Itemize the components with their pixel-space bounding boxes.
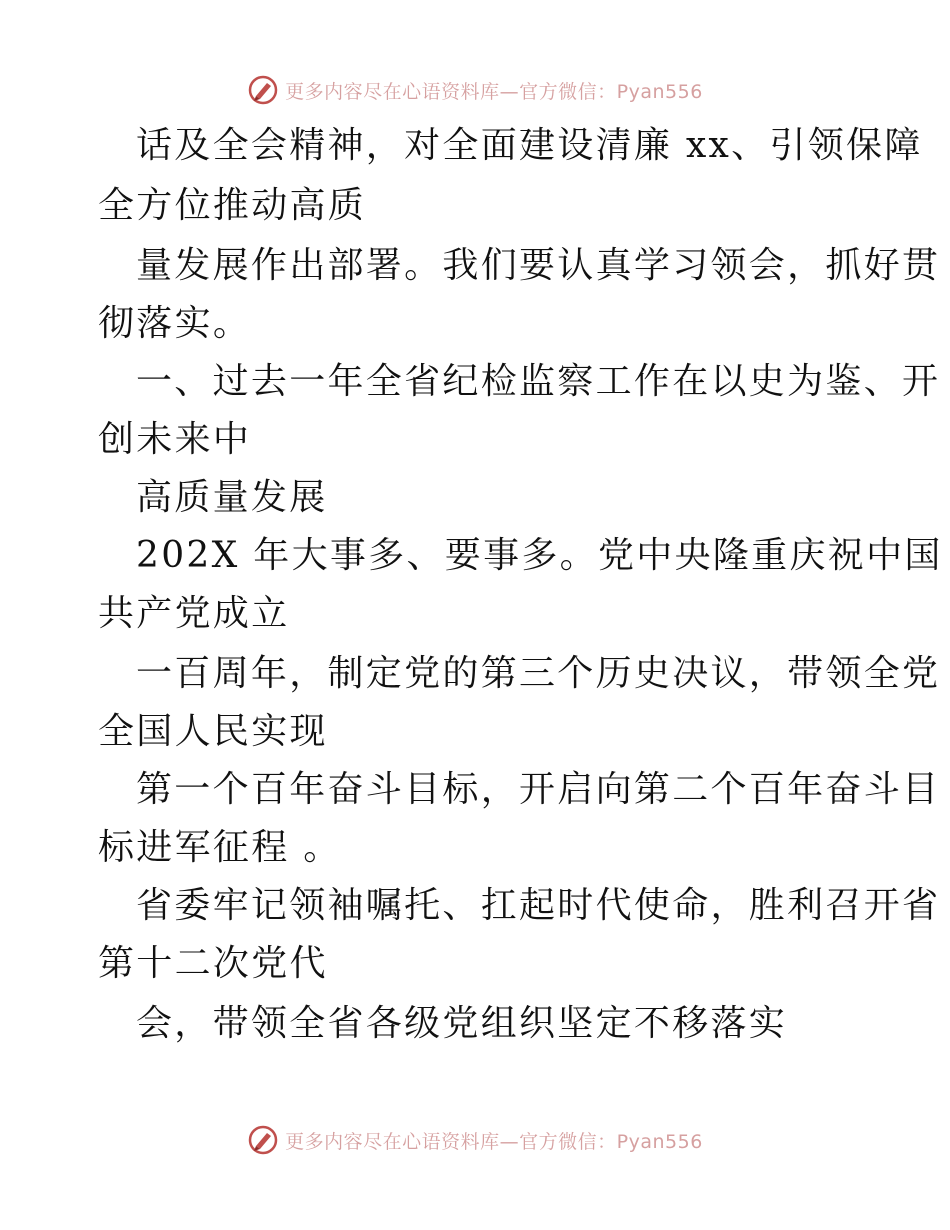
body-line: 省委牢记领袖嘱托、扛起时代使命，胜利召开省 xyxy=(136,885,941,926)
footer-watermark xyxy=(0,1120,950,1160)
body-line: 第十二次党代 xyxy=(98,943,328,984)
body-line: 共产党成立 xyxy=(98,593,290,634)
body-line: 会，带领全省各级党组织坚定不移落实 xyxy=(136,1003,788,1044)
body-line: 创未来中 xyxy=(98,419,252,460)
body-line: 标进军征程 。 xyxy=(98,827,342,868)
watermark-text: 更多内容尽在心语资料库—官方微信：Pyan556 xyxy=(285,80,703,103)
pen-logo-icon xyxy=(247,1124,279,1156)
body-line: 一、过去一年全省纪检监察工作在以史为鉴、开 xyxy=(136,361,941,402)
body-line: 全方位推动高质 xyxy=(98,185,367,226)
watermark-text: 更多内容尽在心语资料库—官方微信：Pyan556 xyxy=(285,1130,703,1153)
body-line: 全国人民实现 xyxy=(98,711,328,752)
body-line: 高质量发展 xyxy=(136,477,328,518)
header-watermark xyxy=(0,70,950,110)
body-line: 量发展作出部署。我们要认真学习领会，抓好贯 xyxy=(136,245,941,286)
body-line: 一百周年，制定党的第三个历史决议，带领全党 xyxy=(136,653,941,694)
body-line: 第一个百年奋斗目标，开启向第二个百年奋斗目 xyxy=(136,769,941,810)
pen-logo-icon xyxy=(247,74,279,106)
body-line: 话及全会精神，对全面建设清廉 xx、引领保障 xyxy=(136,125,923,166)
body-line: 彻落实。 xyxy=(98,303,252,344)
body-line: 202X 年大事多、要事多。党中央隆重庆祝中国 xyxy=(136,535,943,576)
